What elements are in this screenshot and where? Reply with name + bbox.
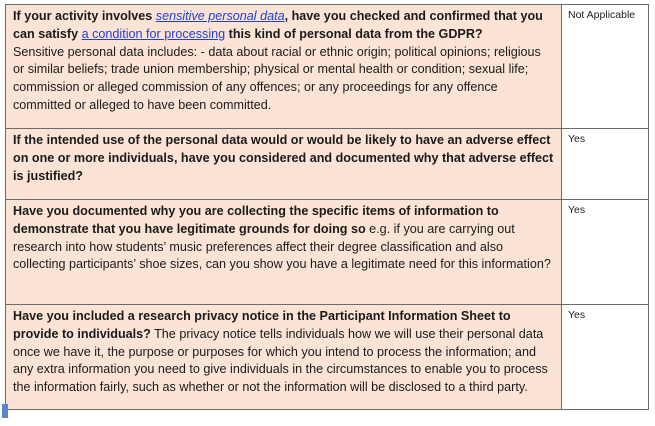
table-row — [6, 200, 649, 305]
answer-cell[interactable] — [562, 129, 649, 200]
question-detail: e.g. if you are carrying out research into how students’ music preferences affect their degree classification and also collecting participants’ shoe sizes, can you show you have a legitimate need for this information? — [13, 221, 551, 272]
question-text — [6, 305, 561, 397]
question-cell — [6, 305, 562, 410]
table-row — [6, 305, 649, 410]
gdpr-checklist-table — [5, 4, 649, 410]
question-lead: Have you included a research privacy notice in the Participant Information Sheet to provide to individuals? — [13, 309, 511, 341]
answer-cell[interactable] — [562, 305, 649, 410]
table-row — [6, 129, 649, 200]
sensitive-data-link[interactable]: sensitive personal data — [155, 9, 285, 23]
question-text: If the intended use of the personal data would or would be likely to have an adverse effect on one or more individuals, have you considered and documented why that adverse effect is justified? — [13, 133, 554, 183]
answer-text: Yes — [568, 204, 586, 216]
question-cell — [6, 5, 562, 129]
question-detail: Sensitive personal data includes: - data about racial or ethnic origin; political opinions; religious or similar beliefs; trade union membership; physical or mental health or condition; sexual life; commission or alleged commission of any offences; or any proceedings for any offence committed or alleged to have been committed. — [13, 44, 541, 112]
answer-cell[interactable] — [562, 5, 649, 129]
table-row — [6, 5, 649, 129]
answer-text: Not Applicable — [568, 9, 636, 21]
question-tail: this kind of personal data from the GDPR? — [225, 26, 483, 41]
condition-for-processing-link[interactable]: a condition for processing — [81, 26, 226, 41]
answer-cell[interactable] — [562, 200, 649, 305]
answer-text: Yes — [568, 309, 586, 321]
question-text — [6, 200, 561, 274]
question-lead: Have you documented why you are collecting the specific items of information to demonstrate that you have legitimate grounds for doing so — [13, 204, 499, 236]
question-text — [6, 5, 561, 115]
answer-text: Yes — [568, 133, 586, 145]
text-cursor-marker — [2, 404, 8, 418]
question-cell — [6, 129, 562, 200]
question-cell — [6, 200, 562, 305]
question-detail: The privacy notice tells individuals how we will use their personal data once we have it, the purpose or purposes for which you intend to process the information; and any extra information you need to give individuals in the circumstances to enable you to process the information fairly, such as whether or not the information will be disclosed to a third party. — [13, 326, 548, 395]
question-mid: , have you checked and confirmed that you can satisfy — [13, 9, 543, 41]
question-lead: If your activity involves — [13, 9, 156, 23]
